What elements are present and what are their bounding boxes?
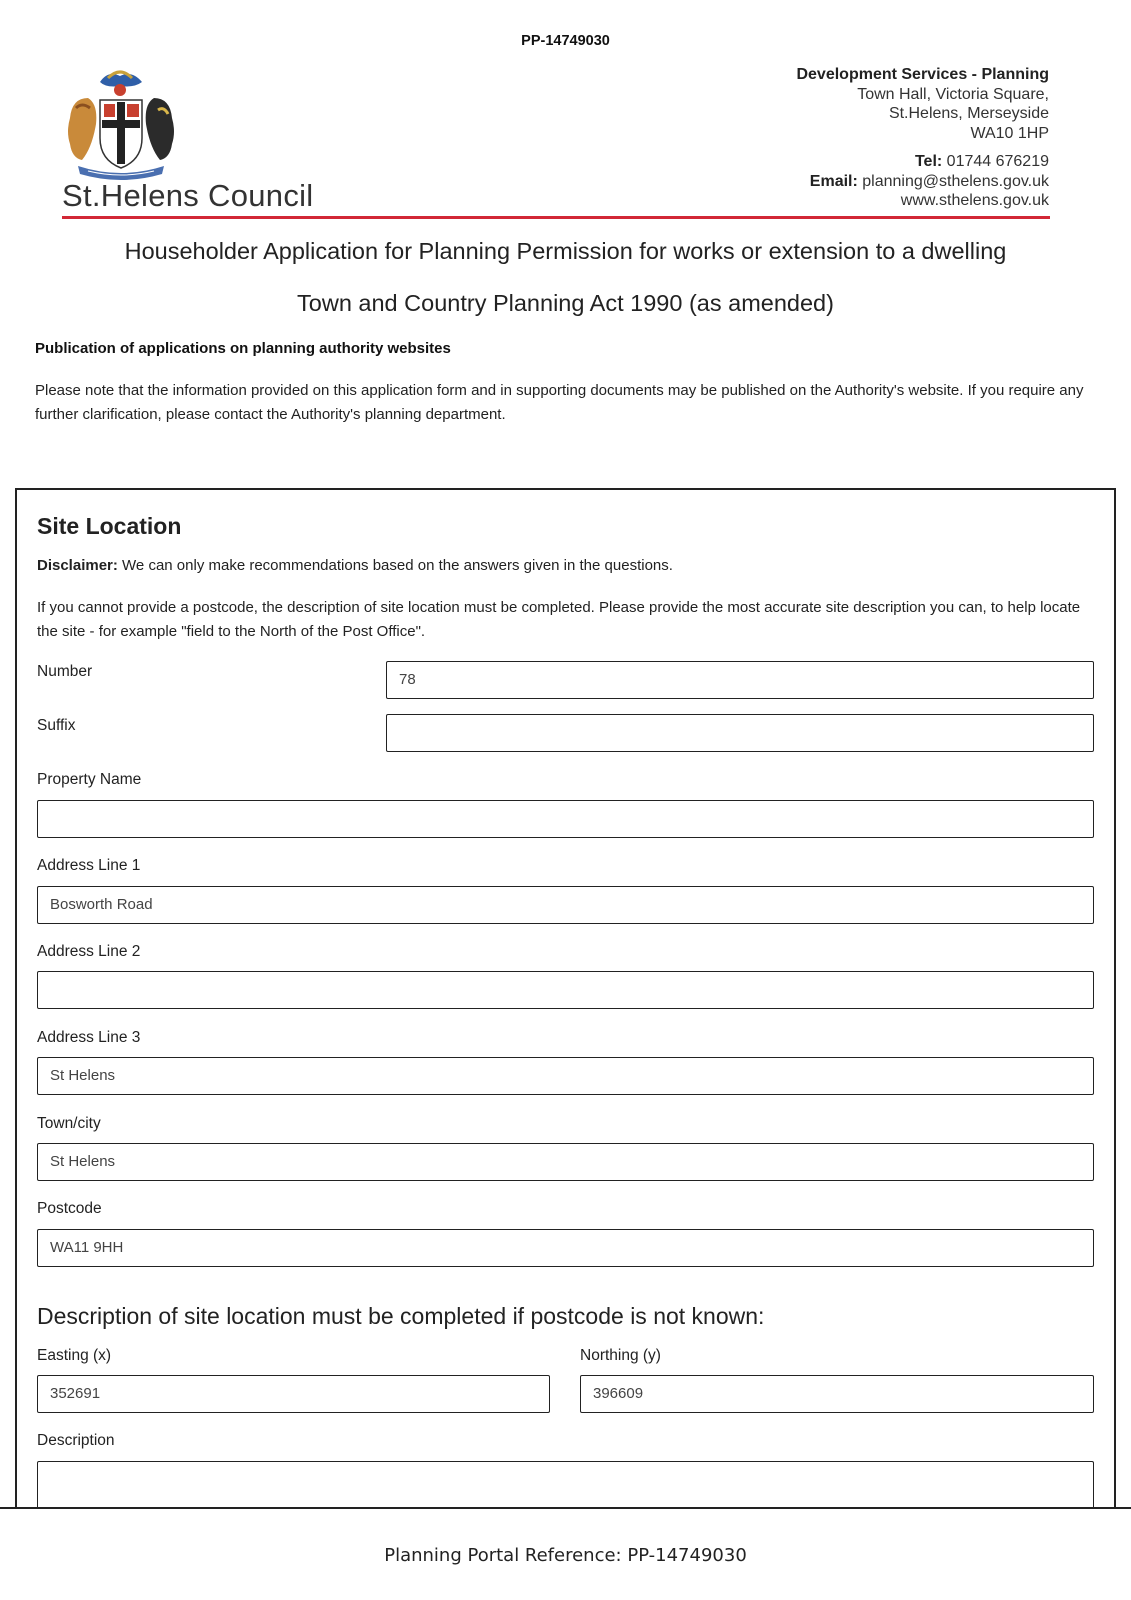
disclaimer-text: We can only make recommendations based on the answers given in the questions. [122, 557, 673, 574]
website-link[interactable]: www.sthelens.gov.uk [900, 192, 1049, 209]
description-heading: Description of site location must be completed if postcode is not known: [37, 1303, 765, 1329]
description-label: Description [37, 1432, 115, 1449]
address-line1-label: Address Line 1 [37, 857, 141, 874]
address-line1-field[interactable]: Bosworth Road [37, 886, 1094, 924]
address-line3-field[interactable]: St Helens [37, 1057, 1094, 1095]
town-city-label: Town/city [37, 1115, 101, 1132]
northing-label: Northing (y) [580, 1347, 661, 1364]
northing-field[interactable]: 396609 [580, 1375, 1094, 1413]
address-line2-label: Address Line 2 [37, 943, 141, 960]
council-name: St.Helens Council [62, 178, 314, 213]
number-label: Number [37, 663, 93, 680]
address-line2-field[interactable] [37, 971, 1094, 1009]
postcode-field[interactable]: WA11 9HH [37, 1229, 1094, 1267]
site-location-info: If you cannot provide a postcode, the description of site location must be completed. Please provide the most accurate site description you can, to help locate the site - for example "field to the North of the Post Office". [37, 599, 1081, 640]
coat-of-arms-logo [62, 68, 180, 180]
property-name-field[interactable] [37, 800, 1094, 838]
postcode-label: Postcode [37, 1200, 102, 1217]
department-name: Development Services - Planning [796, 66, 1049, 83]
publication-text: Please note that the information provided on this application form and in supporting documents may be published on the Authority's website. If you require any further clarification, please contact the Authority's planning department. [35, 382, 1084, 423]
description-field[interactable] [37, 1461, 1094, 1507]
easting-label: Easting (x) [37, 1347, 112, 1364]
reference-number-top: PP-14749030 [521, 33, 610, 49]
telephone-number: 01744 676219 [946, 153, 1049, 170]
footer-divider [0, 1507, 1131, 1509]
suffix-label: Suffix [37, 717, 76, 734]
disclaimer [37, 557, 673, 574]
address-line: Town Hall, Victoria Square, [857, 85, 1049, 103]
email-label: Email: [809, 172, 858, 190]
address-line3-label: Address Line 3 [37, 1029, 141, 1046]
suffix-field[interactable] [386, 714, 1094, 752]
telephone [796, 152, 1049, 172]
header-divider [62, 216, 1050, 219]
address-line: St.Helens, Merseyside [888, 105, 1049, 122]
address-postcode: WA10 1HP [970, 124, 1049, 142]
town-city-field[interactable]: St Helens [37, 1143, 1094, 1181]
form-title: Householder Application for Planning Permission for works or extension to a dwelling [124, 238, 1007, 264]
email [796, 172, 1049, 192]
number-field[interactable]: 78 [386, 661, 1094, 699]
publication-heading: Publication of applications on planning authority websites [35, 340, 451, 357]
section-title: Site Location [37, 513, 182, 539]
disclaimer-label: Disclaimer: [37, 557, 118, 574]
act-title: Town and Country Planning Act 1990 (as amended) [297, 290, 834, 316]
easting-field[interactable]: 352691 [37, 1375, 550, 1413]
footer-reference: Planning Portal Reference: PP-14749030 [384, 1545, 747, 1566]
contact-block [796, 65, 1049, 211]
telephone-label: Tel: [914, 153, 943, 170]
property-name-label: Property Name [37, 771, 142, 788]
email-address[interactable]: planning@sthelens.gov.uk [862, 172, 1049, 190]
